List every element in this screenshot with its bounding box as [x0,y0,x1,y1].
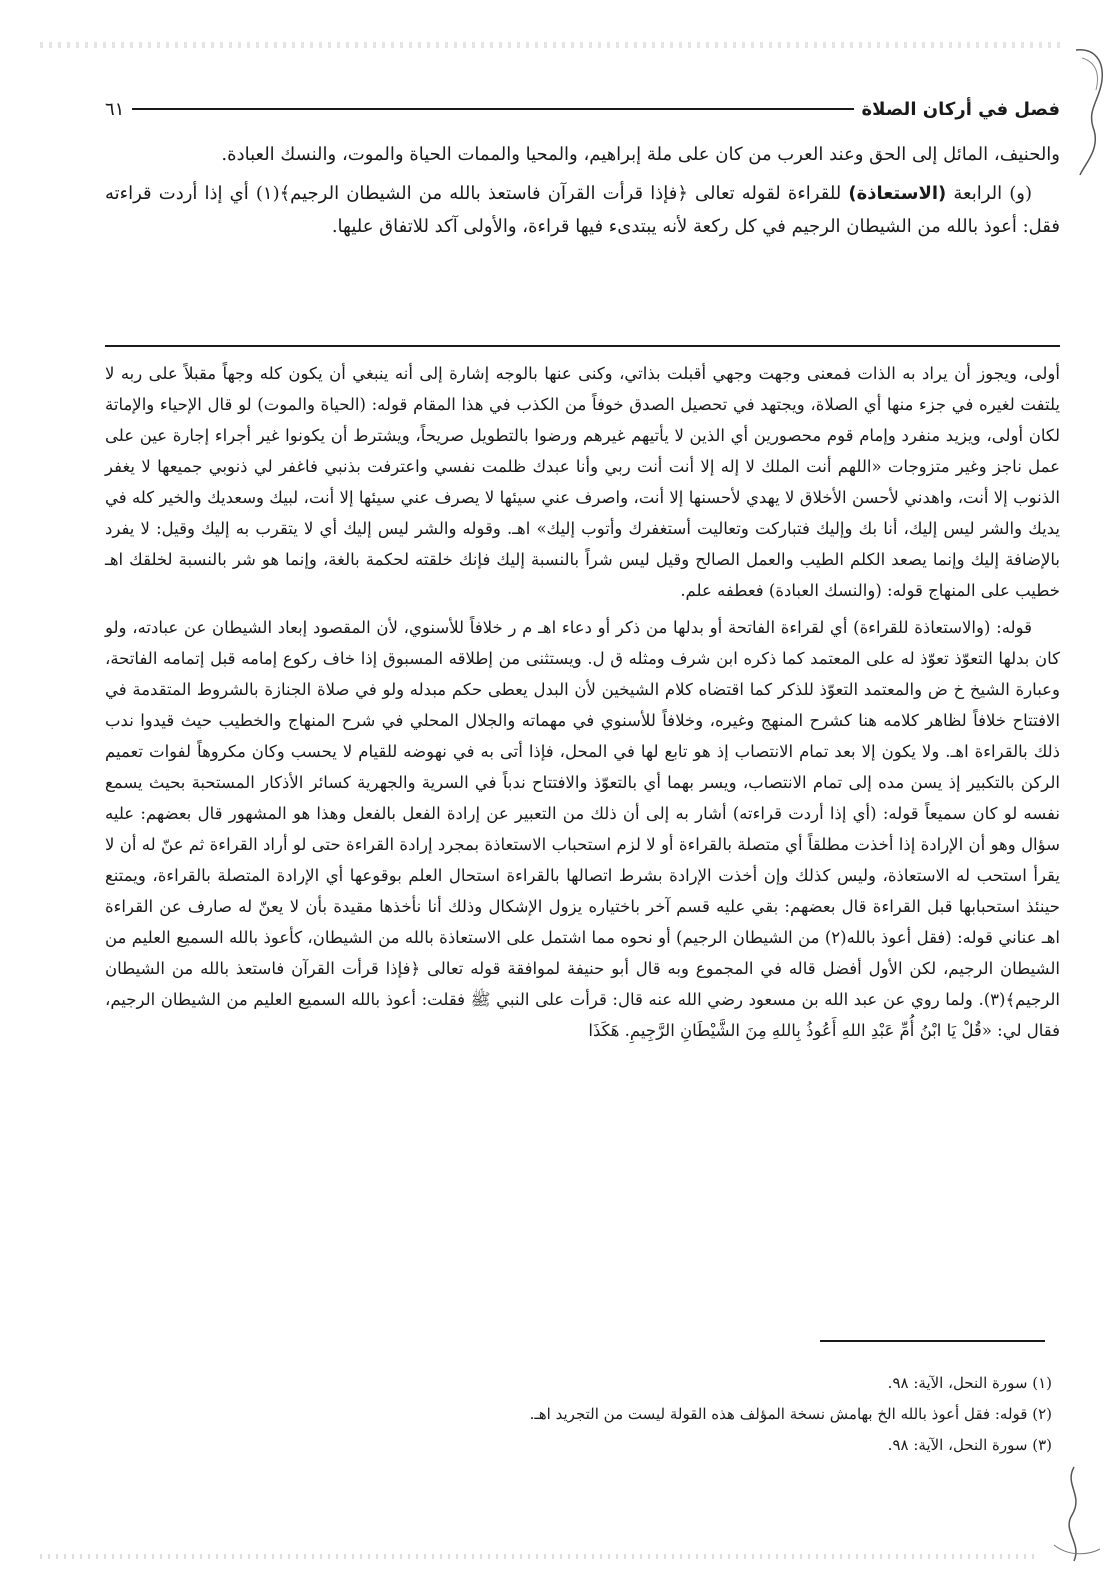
footnotes [105,1368,1060,1461]
chapter-title: فصل في أركان الصلاة [861,98,1060,120]
commentary-text [105,358,1060,1046]
page-curl-decoration [1074,40,1114,180]
commentary-paragraph-2: قوله: (والاستعاذة للقراءة) أي لقراءة الفاتحة أو بدلها من ذكر أو دعاء اهـ م ر خلافاً للأسنوي، لأن المقصود إبعاد الشيطان عن عبادته، ولو كان بدلها التعوّذ تعوّذ له على المعتمد كما ذكره ابن شرف ومثله ق ل. ويستثنى من إطلاقه المسبوق إذا خاف ركوع إمامه قبل إتمامه الفاتحة، وعبارة الشيخ خ ض والمعتمد التعوّذ للذكر كما اقتضاه كلام الشيخين لأن البدل يعطى حكم مبدله ولو في صلاة الجنازة بالشروط المتقدمة في الافتتاح خلافاً لظاهر كلامه هنا كشرح المنهج وغيره، وخلافاً للأسنوي في مهماته والجلال المحلي في شرح المنهاج والخطيب حيث قيدوا ندب ذلك بالقراءة اهـ. ولا يكون إلا بعد تمام الانتصاب إذ هو تابع لها في المحل، فإذا أتى به في نهوضه للقيام لا يحسب وكان مكروهاً لفوات تعميم الركن بالتكبير إذ يسن مده إلى تمام الانتصاب، ويسر بهما أي بالتعوّذ والافتتاح ندباً في السرية والجهرية كسائر الأذكار المستحبة بحيث يسمع نفسه لو كان سميعاً قوله: (أي إذا أردت قراءته) أشار به إلى أن ذلك من التعبير عن إرادة الفعل بالفعل وهذا هو المشهور قال بعضهم: عليه سؤال وهو أن الإرادة إذا أخذت مطلقاً أي متصلة بالقراءة أو لا لزم استحباب الاستعاذة بمجرد إرادة القراءة حتى لو أراد القراءة ثم عنّ له أن لا يقرأ استحب له الاستعاذة، وليس كذلك وإن أخذت الإرادة بشرط اتصالها بالقراءة استحال العلم بوقوعها أي الإرادة المتصلة بالقراءة، ويمتنع حينئذ استحبابها قبل القراءة قال بعضهم: بقي عليه قسم آخر باختياره يزول الإشكال وذلك أنا نأخذها مقيدة بأن لا يعنّ له صارف عن القراءة اهـ عناني قوله: (فقل أعوذ بالله(٢) من الشيطان الرجيم) أو نحوه مما اشتمل على الاستعاذة بالله من الشيطان، كأعوذ بالله السميع العليم من الشيطان الرجيم، لكن الأول أفضل قاله في المجموع وبه قال أبو حنيفة لموافقة قوله تعالى ﴿فإذا قرأت القرآن فاستعذ بالله من الشيطان الرجيم﴾(٣). ولما روي عن عبد الله بن مسعود رضي الله عنه قال: قرأت على النبي ﷺ فقلت: أعوذ بالله السميع العليم من الشيطان الرجيم، فقال لي: «قُلْ يَا ابْنُ أُمِّ عَبْدِ اللهِ أَعُوذُ بِاللهِ مِنَ الشَّيْطَانِ الرَّجِيمِ. هَكَذَا [105,618,1060,1040]
page-curl-bottom-decoration [1034,1465,1104,1565]
running-header [105,92,1060,126]
footnote-2: (٢) قوله: فقل أعوذ بالله الخ بهامش نسخة المؤلف هذه القولة ليست من التجريد اهـ. [529,1405,1052,1423]
main-text [105,138,1060,243]
page-number: ٦١ [105,98,125,120]
footnote-1: (١) سورة النحل، الآية: ٩٨. [887,1374,1052,1392]
main-paragraph-1: والحنيف، المائل إلى الحق وعند العرب من كان على ملة إبراهيم، والمحيا والممات الحياة والموت، والنسك العبادة. [221,144,1060,165]
main-paragraph-2 [105,177,1060,243]
section-divider [105,345,1060,347]
paragraph-prefix: (و) الرابعة [946,183,1032,204]
footnote-3: (٣) سورة النحل، الآية: ٩٨. [887,1436,1052,1454]
header-rule [132,108,853,110]
bold-term-isti-adha: (الاستعاذة) [848,183,947,204]
commentary-paragraph-1: أولى، ويجوز أن يراد به الذات فمعنى وجهت وجهي أقبلت بذاتي، وكنى عنها بالوجه إشارة إلى أنه ينبغي أن يكون كله وجهاً مقبلاً على ربه لا يلتفت لغيره في جزء منها أي الصلاة، ويجتهد في تحصيل الصدق خوفاً من الكذب في هذا المقام قوله: (الحياة والموت) لو قال الإحياء والإماتة لكان أولى، ويزيد منفرد وإمام قوم محصورين أي الذين لا يأتيهم غيرهم ورضوا بالتطويل صريحاً، ويشترط أن يكونوا غير أجراء إجارة عين على عمل ناجز وغير متزوجات «اللهم أنت الملك لا إله إلا أنت أنت ربي وأنا عبدك ظلمت نفسي واعترفت بذنبي فاغفر لي ذنوبي جميعها لا يغفر الذنوب إلا أنت، واهدني لأحسن الأخلاق لا يهدي لأحسنها إلا أنت، واصرف عني سيئها لا يصرف عني سيئها إلا أنت، لبيك وسعديك والخير كله في يديك والشر ليس إليك، أنا بك وإليك فتباركت وتعاليت أستغفرك وأتوب إليك» اهـ. وقوله والشر ليس إليك أي لا يتقرب به إليك وقيل: لا يفرد بالإضافة إليك وإنما يصعد الكلم الطيب والعمل الصالح وقيل ليس شراً بالنسبة إليك فإنك خلقته لحكمة بالغة، وإنما هو شر بالنسبة لخلقك اهـ خطيب على المنهاج قوله: (والنسك العبادة) فعطفه علم. [105,364,1060,600]
scan-edge-top [40,42,1064,48]
paragraph-body: للقراءة لقوله تعالى ﴿فإذا قرأت القرآن فاستعذ بالله من الشيطان الرجيم﴾(١) أي إذا أردت قراءته فقل: أعوذ بالله من الشيطان الرجيم في كل ركعة لأنه يبتدىء فيها قراءة، والأولى آكد للاتفاق عليها. [105,183,1060,237]
scan-edge-bottom [40,1554,1034,1559]
footnote-rule [820,1340,1045,1342]
